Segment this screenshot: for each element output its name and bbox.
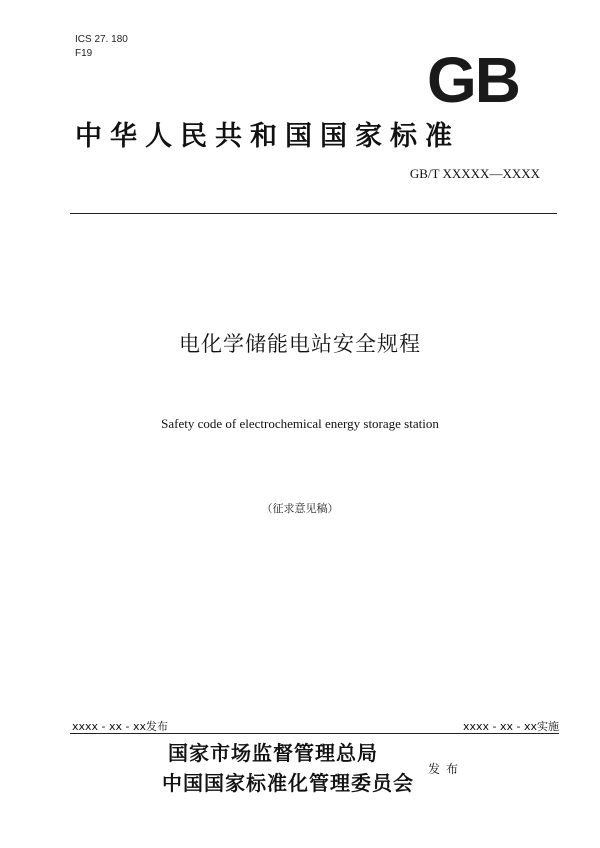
standard-number: GB/T XXXXX—XXXX xyxy=(409,166,540,181)
english-title: Safety code of electrochemical energy storage station xyxy=(161,416,439,431)
draft-label: （征求意见稿） xyxy=(261,502,339,515)
national-standard-title: 中华人民共和国国家标准 xyxy=(75,121,460,152)
issue-date: xxxx - xx - xx发布 xyxy=(72,720,169,733)
issuer-sac: 中国国家标准化管理委员会 xyxy=(162,771,414,795)
ccs-code: F19 xyxy=(75,48,93,59)
gb-logo xyxy=(414,44,532,110)
footer-rule xyxy=(70,733,559,734)
issuer-samr: 国家市场监督管理总局 xyxy=(168,741,378,765)
header-rule xyxy=(70,213,557,214)
gb-logo-text: GB xyxy=(427,44,519,110)
ics-code: ICS 27. 180 xyxy=(75,34,128,45)
chinese-title: 电化学储能电站安全规程 xyxy=(179,332,421,356)
release-label: 发布 xyxy=(428,762,465,776)
implement-date: xxxx - xx - xx实施 xyxy=(462,720,559,733)
